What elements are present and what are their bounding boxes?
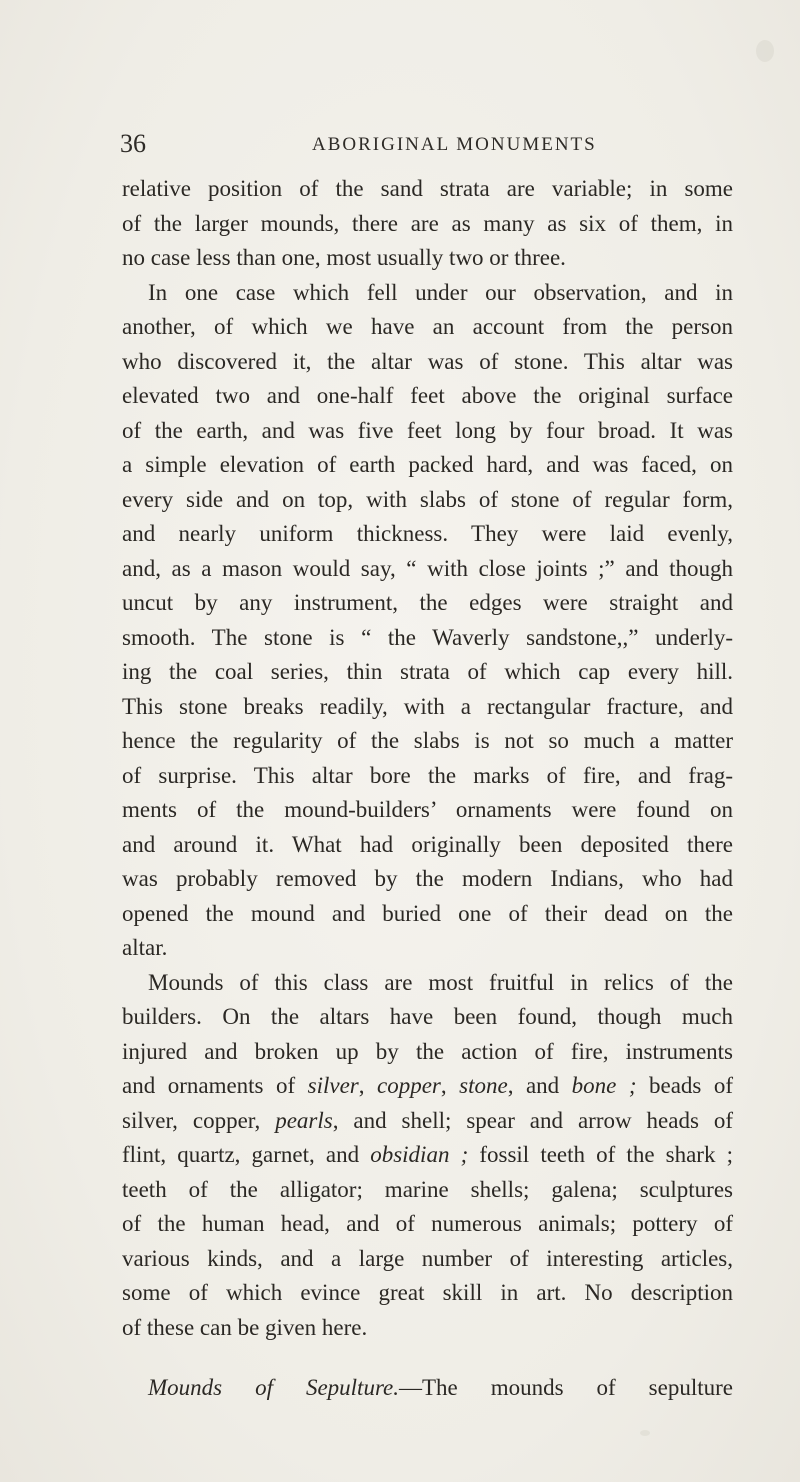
text-line (122, 621, 733, 656)
text-line (122, 931, 733, 966)
text-segment: of the earth, and was five feet long by four broad. It was (122, 417, 733, 443)
text-line (122, 483, 733, 518)
text-segment: , (358, 1073, 378, 1098)
text-segment: of surprise. This altar bore the marks of fire, and frag- (122, 762, 733, 788)
text-line (122, 1173, 733, 1208)
italic-text: Mounds of Sepulture. (148, 1375, 399, 1400)
text-segment: opened the mound and buried one of their dead on the (122, 900, 733, 926)
text-segment: , (440, 1073, 460, 1098)
text-segment: every side and on top, with slabs of stone of regular form, (122, 486, 733, 512)
text-line (122, 448, 733, 483)
italic-text: stone (459, 1073, 508, 1098)
running-head: ABORIGINAL MONUMENTS (312, 134, 597, 155)
text-segment: teeth of the alligator; marine shells; galena; sculptures (122, 1176, 733, 1202)
text-line (122, 966, 733, 1001)
text-line (122, 1311, 733, 1346)
page-header (120, 129, 732, 159)
text-line (122, 1000, 733, 1035)
text-line (122, 1242, 733, 1277)
italic-text: copper (377, 1073, 441, 1098)
text-line (122, 724, 733, 759)
text-segment: In one case which fell under our observation, and in (148, 279, 733, 305)
text-segment: and ornaments of (122, 1073, 308, 1098)
text-line (122, 759, 733, 794)
text-line (122, 207, 733, 242)
text-segment: a simple elevation of earth packed hard, and was faced, on (122, 452, 733, 477)
text-segment: who discovered it, the altar was of stone. This altar was (122, 348, 733, 374)
text-segment: altar. (122, 935, 168, 960)
text-segment: ments of the mound-builders’ ornaments were found on (122, 797, 733, 822)
text-segment: injured and broken up by the action of fire, instruments (122, 1038, 733, 1064)
text-segment: relative position of the sand strata are variable; in some (122, 176, 733, 201)
text-segment: beads of (636, 1073, 734, 1098)
text-segment: , and shell; spear and arrow heads of (332, 1107, 733, 1133)
text-segment: Mounds of this class are most fruitful in relics of the (148, 969, 733, 995)
text-line (122, 1276, 733, 1311)
text-segment: ing the coal series, thin strata of which cap every hill. (122, 659, 733, 684)
text-line (122, 1104, 733, 1139)
text-line (122, 310, 733, 345)
text-segment: some of which evince great skill in art. No description (122, 1280, 733, 1305)
text-segment: builders. On the altars have been found, though much (122, 1004, 733, 1029)
text-segment: smooth. The stone is “ the Waverly sandstone,,” underly- (122, 624, 733, 650)
text-segment: —The mounds of sepulture (399, 1375, 733, 1400)
text-segment: , and (507, 1073, 572, 1098)
text-segment: This stone breaks readily, with a rectangular fracture, and (122, 693, 733, 719)
text-line (122, 517, 733, 552)
text-segment: uncut by any instrument, the edges were straight and (122, 590, 733, 615)
text-segment: and, as a mason would say, “ with close joints ;” and though (122, 555, 733, 581)
text-segment: of the larger mounds, there are as many as six of them, in (122, 210, 733, 236)
italic-text: silver (307, 1073, 359, 1098)
text-line (122, 793, 733, 828)
text-line (122, 172, 733, 207)
paper-stain (756, 40, 774, 62)
italic-text: obsidian ; (370, 1142, 469, 1167)
text-line (122, 414, 733, 449)
text-line (122, 655, 733, 690)
italic-text: bone ; (571, 1073, 637, 1098)
text-line (122, 897, 733, 932)
body-text (122, 172, 733, 1406)
text-segment: was probably removed by the modern Indians, who had (122, 866, 733, 891)
paper-stain (640, 1430, 650, 1436)
text-segment: silver, copper, (122, 1107, 276, 1133)
text-segment: of the human head, and of numerous animals; pottery of (122, 1211, 733, 1236)
text-line (122, 1138, 733, 1173)
text-line (122, 1035, 733, 1070)
section-heading-line (122, 1371, 733, 1406)
text-segment: and nearly uniform thickness. They were laid evenly, (122, 521, 733, 546)
text-line (122, 552, 733, 587)
text-line (122, 1069, 733, 1104)
text-segment: various kinds, and a large number of interesting articles, (122, 1245, 733, 1271)
text-line (122, 276, 733, 311)
italic-text: pearls (275, 1107, 333, 1133)
text-segment: hence the regularity of the slabs is not so much a matter (122, 728, 733, 753)
text-line (122, 586, 733, 621)
text-line (122, 690, 733, 725)
text-line (122, 345, 733, 380)
text-line (122, 1207, 733, 1242)
text-segment: of these can be given here. (122, 1314, 368, 1340)
text-segment: elevated two and one-half feet above the original surface (122, 383, 733, 408)
text-segment: and around it. What had originally been deposited there (122, 831, 733, 857)
text-segment: flint, quartz, garnet, and (122, 1142, 371, 1167)
page-number: 36 (120, 129, 146, 158)
text-line (122, 862, 733, 897)
text-segment: another, of which we have an account from the person (122, 314, 733, 339)
text-line (122, 379, 733, 414)
text-line (122, 241, 733, 276)
text-segment: no case less than one, most usually two or three. (122, 245, 566, 270)
text-line (122, 828, 733, 863)
text-segment: fossil teeth of the shark ; (468, 1142, 733, 1167)
